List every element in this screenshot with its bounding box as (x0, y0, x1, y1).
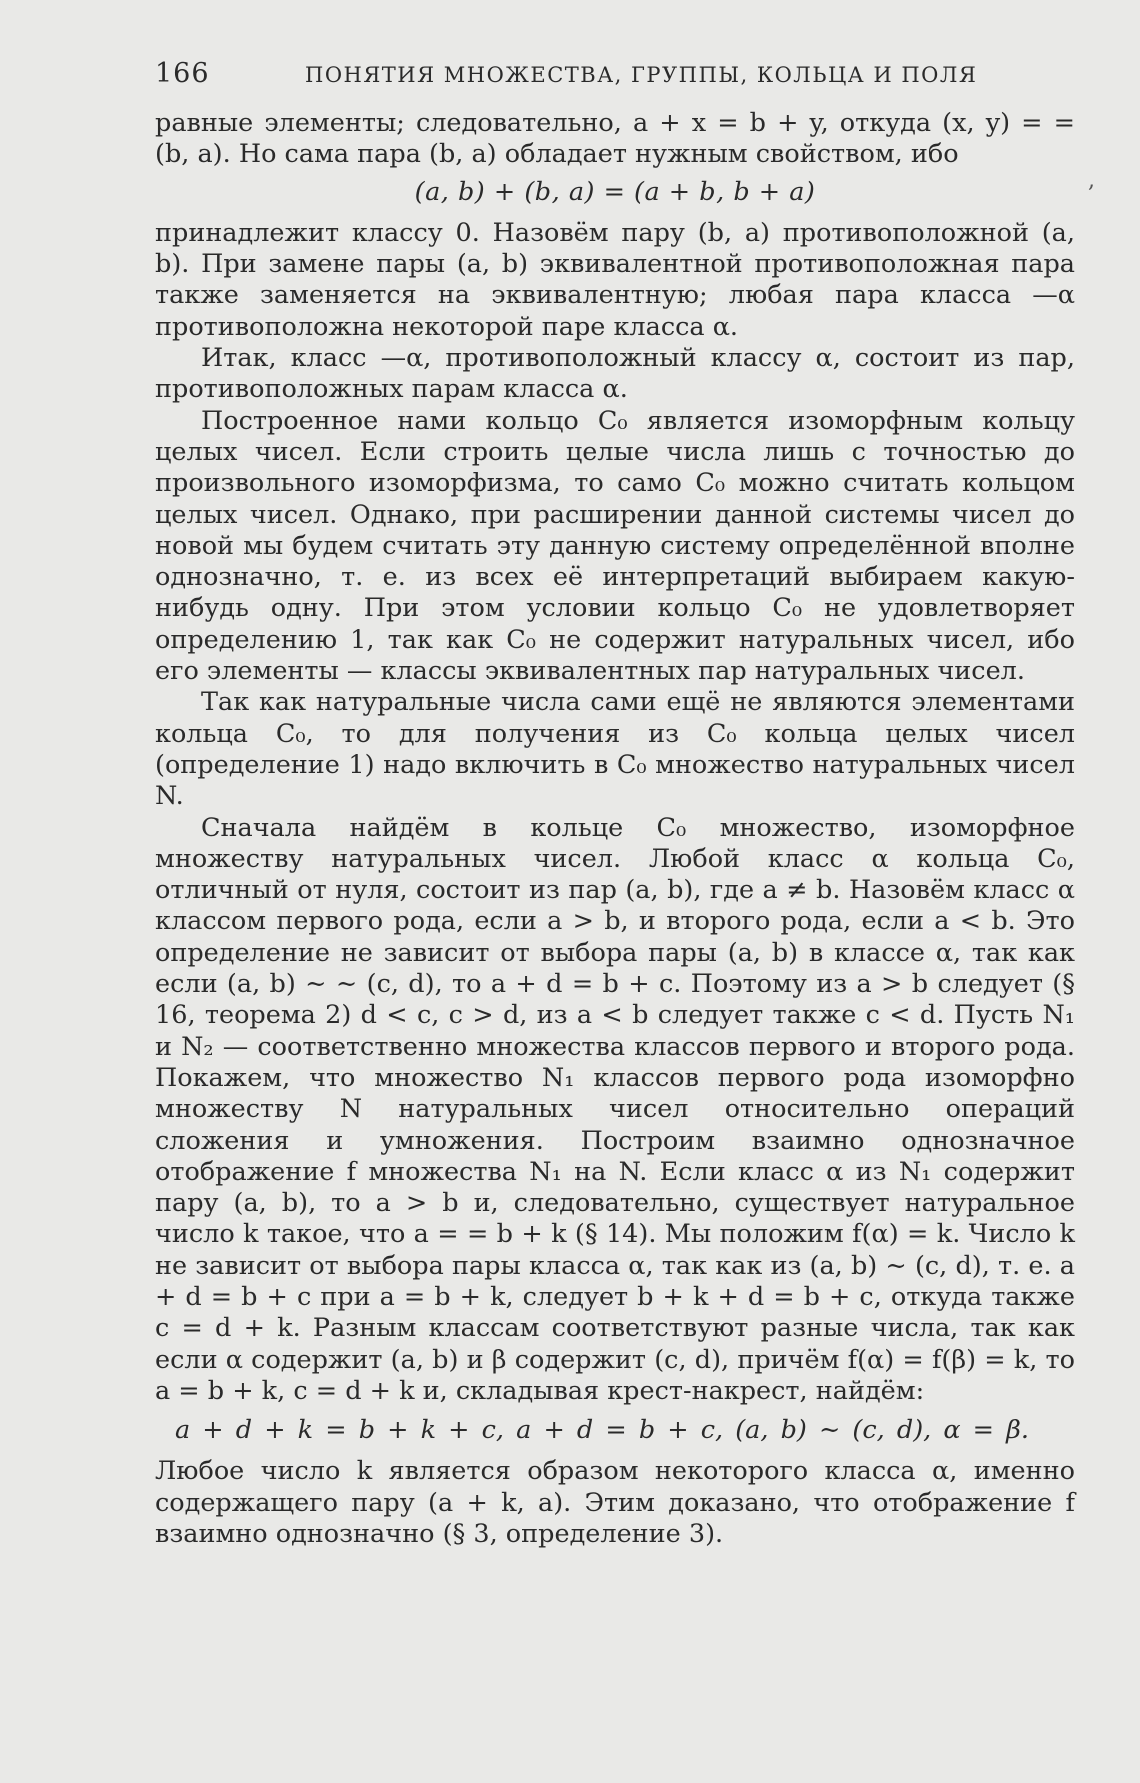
page-number: 166 (155, 58, 210, 89)
paragraph-5: Так как натуральные числа сами ещё не являются элементами кольца C₀, то для получения из C₀ кольца целых чисел (определение 1) надо включить в C₀ множество натуральных чисел N. (155, 687, 1075, 812)
margin-mark: , (1088, 168, 1095, 193)
running-head: ПОНЯТИЯ МНОЖЕСТВА, ГРУППЫ, КОЛЬЦА И ПОЛЯ (305, 63, 978, 87)
paragraph-2: принадлежит классу 0. Назовём пару (b, a) противоположной (a, b). При замене пары (a, b) эквивалентной противоположная пара также заменяется на эквивалентную; любая пара класса —α противоположна некоторой паре класса α. (155, 217, 1075, 342)
paragraph-7: Любое число k является образом некоторого класса α, именно содержащего пару (a + k, a). Этим доказано, что отображение f взаимно однозначно (§ 3, определение 3). (155, 1456, 1075, 1550)
page-header (155, 58, 1075, 108)
paragraph-3: Итак, класс —α, противоположный классу α, состоит из пар, противоположных парам класса α. (155, 343, 1075, 405)
formula-2: a + d + k = b + k + c, a + d = b + c, (a, b) ∼ (c, d), α = β. (175, 1415, 1029, 1446)
body-text (155, 108, 1075, 1550)
formula-1: (a, b) + (b, a) = (a + b, b + a) (414, 176, 816, 207)
paragraph-6: Сначала найдём в кольце C₀ множество, изоморфное множеству натуральных чисел. Любой класс α кольца C₀, отличный от нуля, состоит из пар (a, b), где a ≠ b. Назовём класс α классом первого рода, если a > b, и второго рода, если a < b. Это определение не зависит от выбора пары (a, b) в классе α, так как если (a, b) ∼ ∼ (c, d), то a + d = b + c. Поэтому из a > b следует (§ 16, теорема 2) d < c, c > d, из a < b следует также c < d. Пусть N₁ и N₂ — соответственно множества классов первого и второго рода. Покажем, что множество N₁ классов первого рода изоморфно множеству N натуральных чисел относительно операций сложения и умножения. Построим взаимно однозначное отображение f множества N₁ на N. Если класс α из N₁ содержит пару (a, b), то a > b и, следовательно, существует натуральное число k такое, что a = = b + k (§ 14). Мы положим f(α) = k. Число k не зависит от выбора пары класса α, так как из (a, b) ∼ (c, d), т. е. a + d = b + c при a = b + k, следует b + k + d = b + c, откуда также c = d + k. Разным классам соответствуют разные числа, так как если α содержит (a, b) и β содержит (c, d), причём f(α) = f(β) = k, то a = b + k, c = d + k и, складывая крест-накрест, найдём: (155, 812, 1075, 1406)
paragraph-1: равные элементы; следовательно, a + x = b + y, откуда (x, y) = = (b, a). Но сама пара (b, a) обладает нужным свойством, ибо (155, 108, 1075, 170)
paragraph-4: Построенное нами кольцо C₀ является изоморфным кольцу целых чисел. Если строить целые числа лишь с точностью до произвольного изоморфизма, то само C₀ можно считать кольцом целых чисел. Однако, при расширении данной системы чисел до новой мы будем считать эту данную систему определённой вполне однозначно, т. е. из всех её интерпретаций выбираем какую-нибудь одну. При этом условии кольцо C₀ не удовлетворяет определению 1, так как C₀ не содержит натуральных чисел, ибо его элементы — классы эквивалентных пар натуральных чисел. (155, 405, 1075, 687)
